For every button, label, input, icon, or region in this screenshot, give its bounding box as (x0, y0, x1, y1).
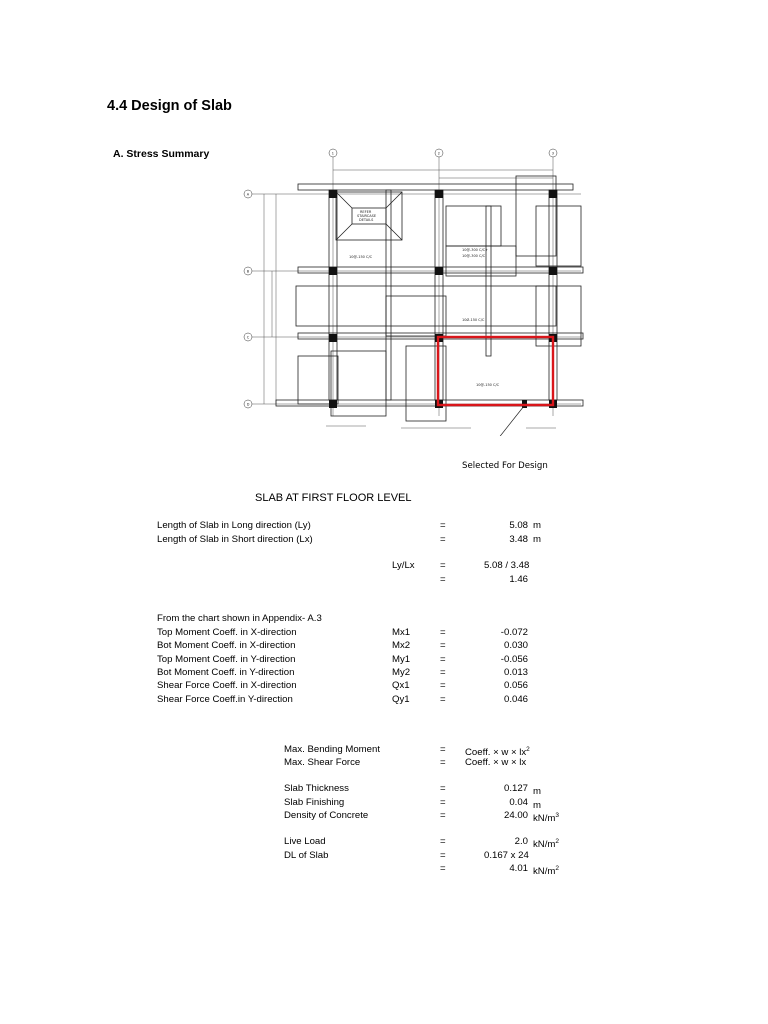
lx-value: 3.48 (509, 534, 528, 545)
bending-moment-eq: = (440, 744, 446, 755)
svg-text:DETAILS: DETAILS (359, 218, 374, 222)
coeff-eq: = (440, 627, 446, 638)
lx-label: Length of Slab in Short direction (Lx) (157, 534, 313, 545)
load-unit (533, 836, 559, 851)
svg-text:10@-300 C/C+: 10@-300 C/C+ (462, 248, 489, 252)
ratio-eq-2: = (440, 574, 446, 585)
coeff-value: 0.013 (503, 666, 528, 678)
selected-for-design-label: Selected For Design (462, 461, 548, 471)
svg-text:REFER: REFER (360, 210, 372, 214)
bending-moment-label: Max. Bending Moment (284, 744, 380, 755)
ly-value: 5.08 (509, 520, 528, 531)
property-label: Density of Concrete (284, 810, 369, 821)
coeff-value: -0.072 (500, 627, 528, 638)
load-value: 4.01 (509, 863, 528, 874)
load-unit-exponent: 2 (555, 838, 560, 845)
property-value: 0.127 (503, 783, 528, 794)
coeff-symbol: Qy1 (392, 693, 410, 705)
load-eq: = (440, 849, 446, 861)
coeff-symbol: Qx1 (392, 680, 410, 692)
subsection-heading: A. Stress Summary (113, 148, 210, 160)
grid-bubbles-rows (244, 190, 581, 408)
chart-reference: From the chart shown in Appendix- A.3 (157, 613, 322, 624)
coeff-label: Shear Force Coeff.in Y-direction (157, 693, 293, 705)
ly-label: Length of Slab in Long direction (Ly) (157, 520, 311, 531)
ratio-eq-1: = (440, 560, 446, 571)
coeff-label: Bot Moment Coeff. in X-direction (157, 640, 296, 652)
load-unit-exponent: 2 (555, 865, 560, 872)
property-label: Slab Thickness (284, 783, 349, 794)
property-unit-text: m (533, 786, 541, 798)
property-unit-text: kN/m (533, 813, 556, 825)
svg-text:D: D (246, 402, 250, 407)
svg-text:10@-150 C/C: 10@-150 C/C (349, 255, 373, 259)
svg-text:B: B (246, 269, 250, 274)
coeff-label: Top Moment Coeff. in Y-direction (157, 653, 296, 665)
coeff-value: 0.030 (503, 640, 528, 652)
lx-eq: = (440, 534, 446, 545)
ly-unit: m (533, 520, 541, 531)
svg-text:10@-300 C/C: 10@-300 C/C (462, 254, 486, 258)
load-eq: = (440, 863, 446, 874)
coeff-eq: = (440, 640, 446, 652)
load-value: 2.0 (514, 836, 528, 847)
rebar-notes (349, 248, 500, 387)
svg-text:3: 3 (551, 151, 555, 156)
shear-force-eq: = (440, 757, 446, 768)
property-value: 24.00 (503, 810, 528, 821)
coeff-symbol: Mx2 (392, 640, 411, 652)
coeff-label: Shear Force Coeff. in X-direction (157, 680, 297, 692)
ratio-expression: 5.08 / 3.48 (484, 560, 530, 571)
ly-eq: = (440, 520, 446, 531)
coeff-value: -0.056 (500, 653, 528, 665)
load-label: DL of Slab (284, 849, 329, 861)
property-unit-exponent: 3 (555, 812, 560, 819)
property-eq: = (440, 810, 446, 821)
slab-plan-drawing (236, 146, 596, 436)
property-label: Slab Finishing (284, 796, 345, 808)
property-unit (533, 810, 559, 825)
svg-text:C: C (246, 335, 250, 340)
plan-caption: SLAB AT FIRST FLOOR LEVEL (255, 492, 412, 504)
coeff-label: Bot Moment Coeff. in Y-direction (157, 666, 295, 678)
load-unit-text: kN/m (533, 839, 556, 851)
selected-slab-highlight (438, 337, 553, 405)
property-eq: = (440, 783, 446, 794)
svg-text:A: A (246, 192, 250, 197)
coeff-eq: = (440, 680, 446, 692)
shear-force-formula: Coeff. × w × lx (465, 757, 527, 768)
coeff-symbol: My2 (392, 666, 411, 678)
coeff-label: Top Moment Coeff. in X-direction (157, 627, 297, 638)
coeff-eq: = (440, 666, 446, 678)
svg-text:STAIRCASE: STAIRCASE (357, 214, 377, 218)
ratio-value: 1.46 (509, 574, 528, 585)
svg-text:10Ø-150 C/C: 10Ø-150 C/C (462, 318, 485, 322)
load-unit-text: kN/m (533, 866, 556, 878)
coeff-value: 0.046 (503, 693, 528, 705)
shear-force-label: Max. Shear Force (284, 757, 361, 768)
property-unit-text: m (533, 799, 541, 811)
leader-line (486, 406, 524, 436)
lx-unit: m (533, 534, 541, 545)
staircase-area (336, 192, 402, 240)
coeff-eq: = (440, 693, 446, 705)
load-unit (533, 863, 559, 878)
svg-text:10@-150 C/C: 10@-150 C/C (476, 383, 500, 387)
coeff-symbol: My1 (392, 653, 411, 665)
coeff-value: 0.056 (503, 680, 528, 692)
beam-lines (276, 176, 583, 421)
bending-moment-formula: Coeff. × $w \times lx^2$ (465, 746, 530, 759)
property-value: 0.04 (509, 796, 528, 808)
property-eq: = (440, 796, 446, 808)
section-heading: 4.4 Design of Slab (107, 98, 232, 114)
load-label: Live Load (284, 836, 326, 847)
coeff-eq: = (440, 653, 446, 665)
ratio-symbol: Ly/Lx (392, 560, 415, 571)
svg-text:2: 2 (437, 151, 441, 156)
load-eq: = (440, 836, 446, 847)
load-value: 0.167 x 24 (484, 849, 529, 861)
dimension-lines (264, 170, 556, 428)
coeff-symbol: Mx1 (392, 627, 411, 638)
svg-text:1: 1 (331, 151, 335, 156)
